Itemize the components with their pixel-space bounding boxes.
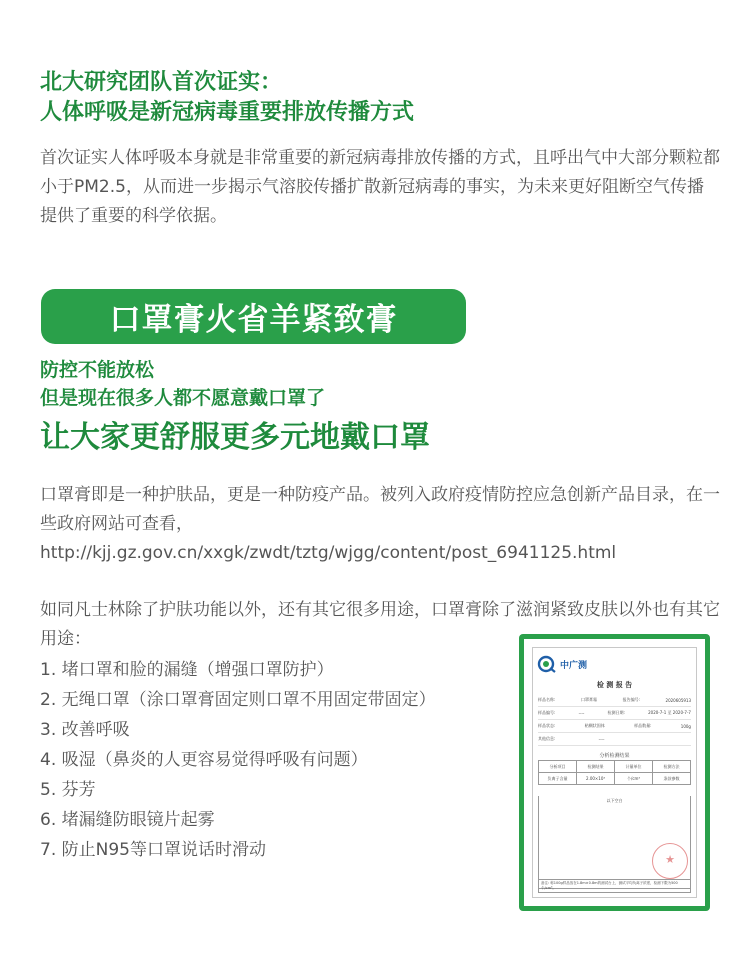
info-label: 样品状态: — [538, 723, 556, 728]
table-cell: 负离子含量 — [539, 773, 577, 784]
subheading-line-2: 但是现在很多人都不愿意戴口罩了 — [40, 387, 326, 409]
logo-text: 中广测 — [560, 660, 588, 671]
report-info-row — [538, 733, 691, 746]
uses-intro-paragraph: 如同凡士林除了护肤功能以外，还有其它很多用途，口罩膏除了滋润紧致皮肤以外也有其它用途： — [40, 600, 720, 649]
report-page — [532, 647, 697, 898]
headline: 让大家更舒服更多元地戴口罩 — [40, 420, 430, 455]
table-cell: 2.00×10³ — [577, 773, 615, 784]
info-value: ---- — [598, 736, 605, 742]
report-info-row — [538, 720, 691, 733]
subheading — [40, 356, 325, 412]
info-value: 粘稠状固体 — [584, 723, 605, 728]
info-value: 100g — [680, 723, 691, 729]
government-url: http://kjj.gz.gov.cn/xxgk/zwdt/tztg/wjgg/content/post_6941125.html — [40, 543, 617, 563]
report-footer-note: 备注: 称100g样品放在1.8m×0.8m的测试台上，测试平均负离子浓度，检测下限为500个/cm³。 — [538, 879, 691, 893]
table-header-cell: 计量单位 — [615, 761, 653, 772]
info-label: 报告编号: — [622, 697, 640, 702]
table-row — [539, 773, 690, 784]
logo-mark-icon — [537, 654, 557, 674]
blank-note: 以下空白 — [606, 798, 623, 803]
table-header-cell: 检测方法 — [663, 763, 680, 769]
info-label: 样品编号: — [538, 710, 556, 715]
list-item: 3. 改善呼吸 — [40, 720, 130, 740]
info-value: 2020-7-1 至 2020-7-7 — [648, 710, 691, 715]
list-item: 1. 堵口罩和脸的漏缝（增强口罩防护） — [40, 660, 334, 680]
report-info-row — [538, 707, 691, 720]
subheading-line-1: 防控不能放松 — [40, 359, 155, 381]
heading-line-1: 北大研究团队首次证实： — [40, 70, 283, 95]
product-intro-text: 口罩膏即是一种护肤品，更是一种防疫产品。被列入政府疫情防控应急创新产品目录，在一些政府网站可查看， — [40, 485, 720, 534]
result-table-title: 分析检测结果 — [599, 753, 630, 759]
list-item: 6. 堵漏缝防眼镜片起雾 — [40, 810, 215, 830]
test-report-image — [519, 634, 710, 911]
list-item: 5. 芬芳 — [40, 780, 96, 800]
report-title: 检 测 报 告 — [596, 681, 633, 689]
info-label: 其他信息: — [538, 736, 556, 741]
report-info-rows — [538, 694, 691, 746]
table-header-cell: 检测结果 — [577, 761, 615, 772]
heading-line-2: 人体呼吸是新冠病毒重要排放传播方式 — [40, 100, 415, 125]
list-item: 4. 吸湿（鼻炎的人更容易觉得呼吸有问题） — [40, 750, 368, 770]
info-label: 样品数量: — [634, 723, 652, 728]
intro-paragraph: 首次证实人体呼吸本身就是非常重要的新冠病毒排放传播的方式，且呼出气中大部分颗粒都小于PM2.5，从而进一步揭示气溶胶传播扩散新冠病毒的事实，为未来更好阻断空气传播提供了重要的科学依据。 — [40, 148, 720, 226]
product-banner: 口罩膏火省羊紧致膏 — [41, 289, 466, 344]
report-logo — [537, 654, 587, 674]
uses-list — [40, 655, 436, 865]
list-item: 2. 无绳口罩（涂口罩膏固定则口罩不用固定带固定） — [40, 690, 436, 710]
info-label: 检测日期: — [607, 710, 625, 715]
info-label: 样品名称: — [538, 697, 556, 702]
report-info-row — [538, 694, 691, 707]
article-heading — [40, 68, 414, 128]
info-value: 口罩膏霜 — [580, 697, 597, 702]
table-cell: 个/cm³ — [615, 773, 653, 784]
info-value: ---- — [578, 710, 585, 716]
official-seal — [652, 843, 688, 879]
result-table — [538, 760, 691, 785]
list-item: 7. 防止N95等口罩说话时滑动 — [40, 840, 266, 860]
info-value: 2020605913 — [665, 697, 691, 703]
table-header-cell: 分析项目 — [539, 761, 577, 772]
table-header-row — [539, 761, 690, 773]
product-intro-paragraph — [40, 481, 720, 568]
table-cell: 条款参数 — [663, 775, 680, 781]
